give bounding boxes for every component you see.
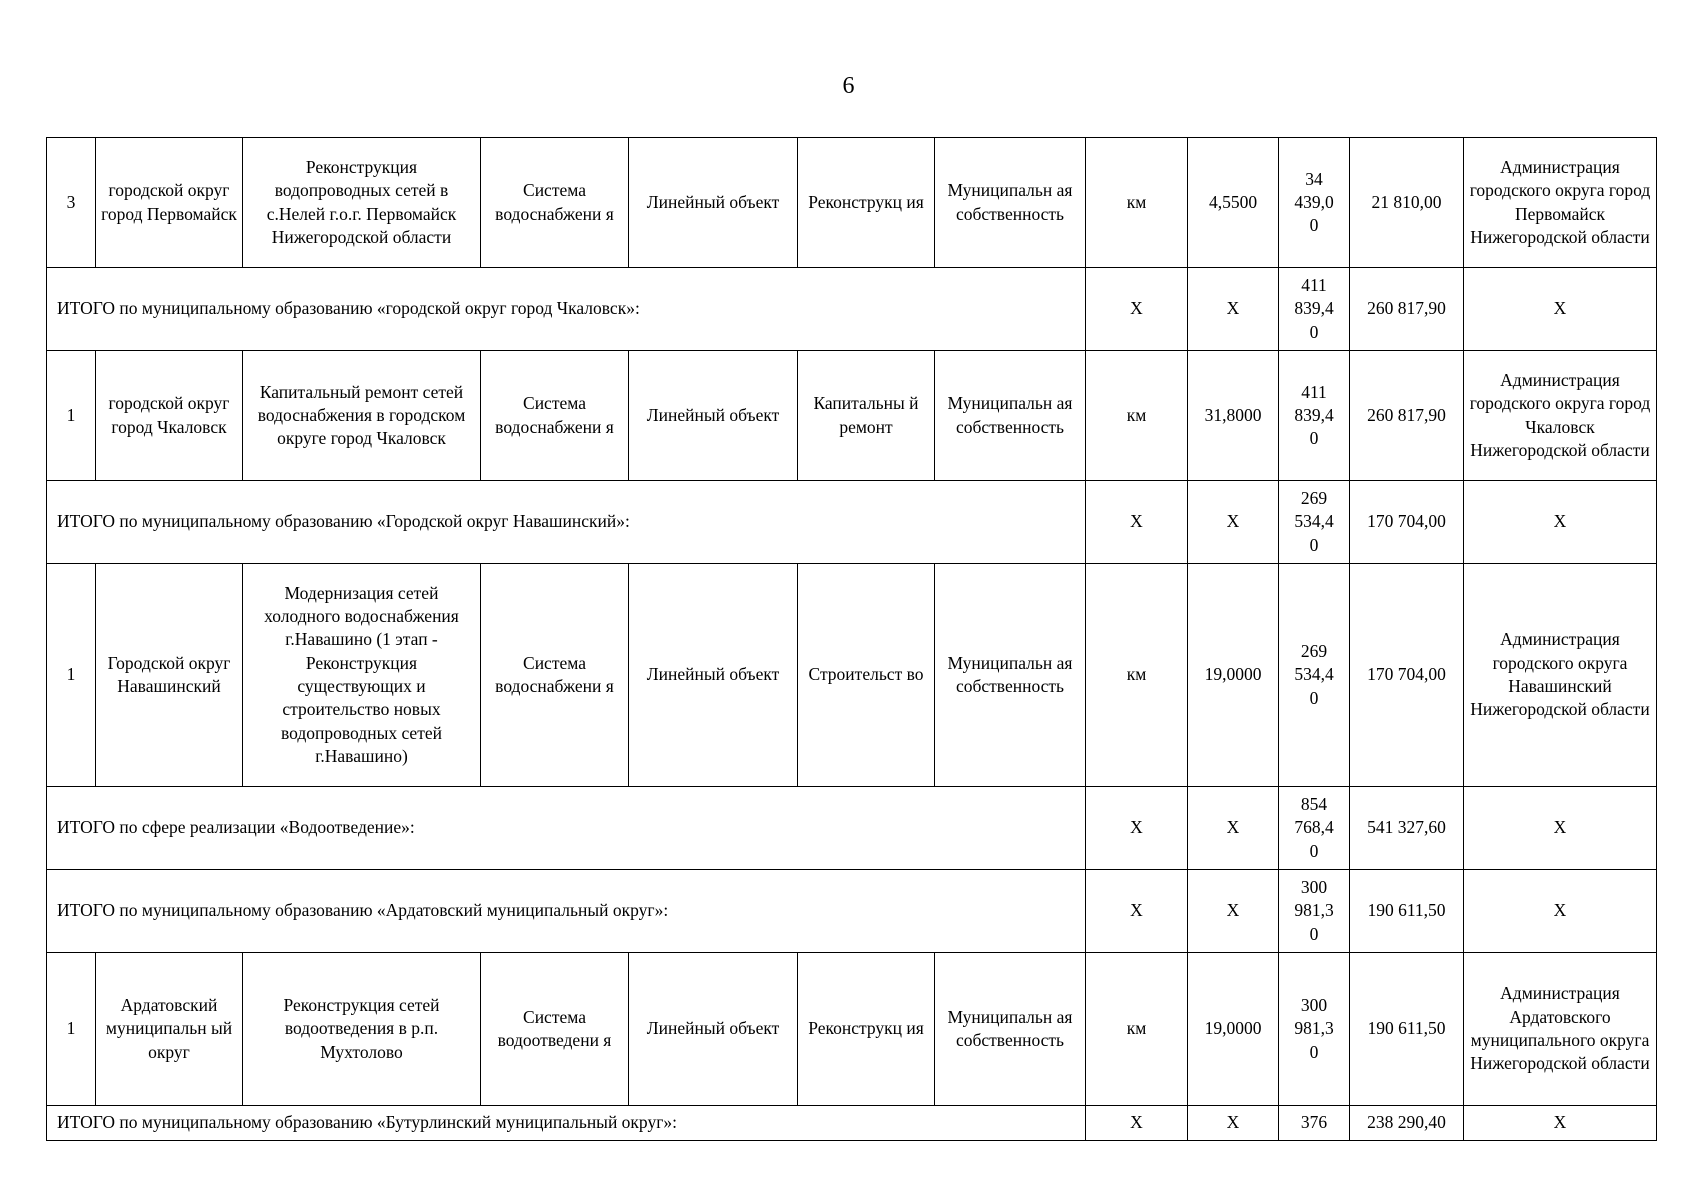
total-row [47, 787, 1657, 870]
amount-cell: 260 817,90 [1350, 351, 1464, 481]
responsible-cell: Администрация городского округа Навашинский Нижегородской области [1464, 564, 1657, 787]
cost-line: 269 [1300, 488, 1328, 509]
object-type-cell: Линейный объект [629, 953, 798, 1106]
system-cell: Система водоснабжени я [481, 351, 629, 481]
cost-line: 300 [1300, 877, 1328, 898]
cost-line: 0 [1309, 1041, 1319, 1062]
total-row [47, 481, 1657, 564]
responsible-cell: X [1464, 870, 1657, 953]
cost-line: 0 [1309, 428, 1319, 449]
quantity-cell: X [1188, 268, 1279, 351]
amount-cell: 541 327,60 [1350, 787, 1464, 870]
ownership-cell: Муниципальн ая собственность [935, 953, 1086, 1106]
responsible-cell: Администрация городского округа город Чкаловск Нижегородской области [1464, 351, 1657, 481]
unit-cell: км [1086, 138, 1188, 268]
total-label-cell: ИТОГО по муниципальному образованию «городской округ город Чкаловск»: [47, 268, 1086, 351]
table-row [47, 564, 1657, 787]
responsible-cell: X [1464, 481, 1657, 564]
total-row [47, 1106, 1657, 1141]
quantity-cell: 19,0000 [1188, 564, 1279, 787]
municipality-cell: Городской округ Навашинский [96, 564, 243, 787]
cost-line: 300 [1300, 995, 1328, 1016]
cost-line: 0 [1309, 923, 1319, 944]
system-cell: Система водоснабжени я [481, 564, 629, 787]
quantity-cell: X [1188, 787, 1279, 870]
unit-cell: км [1086, 351, 1188, 481]
cost-line: 411 [1301, 275, 1327, 296]
work-type-cell: Реконструкц ия [798, 953, 935, 1106]
cost-line: 0 [1309, 534, 1319, 555]
cost-line: 0 [1309, 215, 1319, 236]
object-type-cell: Линейный объект [629, 564, 798, 787]
quantity-cell: 4,5500 [1188, 138, 1279, 268]
municipality-cell: городской округ город Первомайск [96, 138, 243, 268]
cost-cell [1279, 268, 1350, 351]
cost-line: 839,4 [1294, 298, 1334, 319]
amount-cell: 170 704,00 [1350, 564, 1464, 787]
cost-line: 0 [1309, 840, 1319, 861]
cost-line: 0 [1309, 321, 1319, 342]
unit-cell: X [1086, 481, 1188, 564]
ownership-cell: Муниципальн ая собственность [935, 564, 1086, 787]
table-row [47, 138, 1657, 268]
ownership-cell: Муниципальн ая собственность [935, 138, 1086, 268]
cost-line: 534,4 [1294, 664, 1334, 685]
page-number: 6 [842, 73, 855, 99]
object-name-cell: Модернизация сетей холодного водоснабжения г.Навашино (1 этап - Реконструкция существующих и строительство новых водопроводных сетей г.Навашино) [243, 564, 481, 787]
cost-line: 269 [1300, 641, 1328, 662]
quantity-cell: X [1188, 481, 1279, 564]
row-number-cell: 1 [47, 351, 96, 481]
cost-cell [1279, 953, 1350, 1106]
municipality-cell: Ардатовский муниципальн ый округ [96, 953, 243, 1106]
table-body [47, 138, 1657, 1141]
total-label-cell: ИТОГО по сфере реализации «Водоотведение»: [47, 787, 1086, 870]
cost-cell [1279, 138, 1350, 268]
object-type-cell: Линейный объект [629, 138, 798, 268]
amount-cell: 260 817,90 [1350, 268, 1464, 351]
object-name-cell: Реконструкция водопроводных сетей в с.Нелей г.о.г. Первомайск Нижегородской области [243, 138, 481, 268]
work-type-cell: Строительст во [798, 564, 935, 787]
work-type-cell: Капитальны й ремонт [798, 351, 935, 481]
cost-cell [1279, 351, 1350, 481]
cost-line: 439,0 [1294, 191, 1334, 212]
cost-line: 376 [1300, 1112, 1328, 1133]
cost-line: 981,3 [1294, 900, 1334, 921]
total-label-cell: ИТОГО по муниципальному образованию «Городской округ Навашинский»: [47, 481, 1086, 564]
amount-cell: 190 611,50 [1350, 870, 1464, 953]
row-number-cell: 1 [47, 564, 96, 787]
cost-cell [1279, 564, 1350, 787]
responsible-cell: X [1464, 1106, 1657, 1141]
quantity-cell: X [1188, 870, 1279, 953]
unit-cell: X [1086, 268, 1188, 351]
total-label-cell: ИТОГО по муниципальному образованию «Бутурлинский муниципальный округ»: [47, 1106, 1086, 1141]
object-name-cell: Реконструкция сетей водоотведения в р.п. Мухтолово [243, 953, 481, 1106]
cost-line: 411 [1301, 381, 1327, 402]
row-number-cell: 1 [47, 953, 96, 1106]
cost-line: 854 [1300, 794, 1328, 815]
total-label-cell: ИТОГО по муниципальному образованию «Ардатовский муниципальный округ»: [47, 870, 1086, 953]
work-type-cell: Реконструкц ия [798, 138, 935, 268]
cost-line: 534,4 [1294, 511, 1334, 532]
cost-cell [1279, 1106, 1350, 1141]
quantity-cell: 19,0000 [1188, 953, 1279, 1106]
object-type-cell: Линейный объект [629, 351, 798, 481]
cost-line: 981,3 [1294, 1018, 1334, 1039]
system-cell: Система водоотведени я [481, 953, 629, 1106]
cost-line: 34 [1305, 168, 1323, 189]
unit-cell: X [1086, 787, 1188, 870]
responsible-cell: X [1464, 268, 1657, 351]
responsible-cell: X [1464, 787, 1657, 870]
object-name-cell: Капитальный ремонт сетей водоснабжения в городском округе город Чкаловск [243, 351, 481, 481]
row-number-cell: 3 [47, 138, 96, 268]
cost-line: 768,4 [1294, 817, 1334, 838]
investment-program-table [46, 137, 1657, 1141]
municipality-cell: городской округ город Чкаловск [96, 351, 243, 481]
responsible-cell: Администрация Ардатовского муниципального округа Нижегородской области [1464, 953, 1657, 1106]
cost-line: 839,4 [1294, 404, 1334, 425]
table-row [47, 953, 1657, 1106]
responsible-cell: Администрация городского округа город Первомайск Нижегородской области [1464, 138, 1657, 268]
table-row [47, 351, 1657, 481]
system-cell: Система водоснабжени я [481, 138, 629, 268]
quantity-cell: 31,8000 [1188, 351, 1279, 481]
unit-cell: км [1086, 564, 1188, 787]
total-row [47, 268, 1657, 351]
unit-cell: X [1086, 1106, 1188, 1141]
ownership-cell: Муниципальн ая собственность [935, 351, 1086, 481]
quantity-cell: X [1188, 1106, 1279, 1141]
amount-cell: 21 810,00 [1350, 138, 1464, 268]
unit-cell: X [1086, 870, 1188, 953]
total-row [47, 870, 1657, 953]
cost-cell [1279, 481, 1350, 564]
amount-cell: 238 290,40 [1350, 1106, 1464, 1141]
cost-line: 0 [1309, 687, 1319, 708]
amount-cell: 170 704,00 [1350, 481, 1464, 564]
cost-cell [1279, 870, 1350, 953]
amount-cell: 190 611,50 [1350, 953, 1464, 1106]
cost-cell [1279, 787, 1350, 870]
unit-cell: км [1086, 953, 1188, 1106]
